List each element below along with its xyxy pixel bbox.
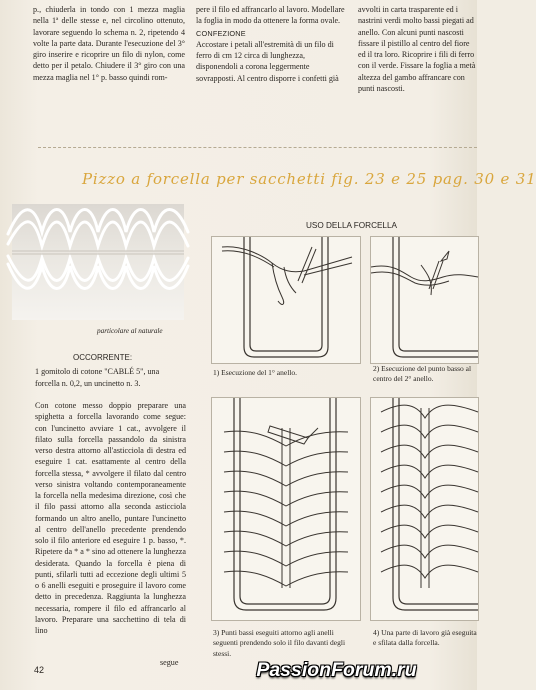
- materials-text: 1 gomitolo di cotone "CABLÉ 5", una forcella n. 0,2, un uncinetto n. 3.: [35, 367, 160, 388]
- figure-3-single-crochet-loops: [211, 397, 361, 621]
- figure-4-caption: 4) Una parte di lavoro già eseguita e sfilata dalla forcella.: [373, 628, 477, 648]
- instructions-text: Con cotone messo doppio preparare una spighetta a forcella lavorando come segue: con l'uncinetto avviare 1 cat., avvolgere il filato sulla forcella passandolo da sinistra verso destra attorno all'asticciola di destra ed eseguire 1 cat. esattamente al centro della forcella stessa, * avvolgere il filato dal centro verso sinistra voltando contemporaneamente la forcella nella medesima direzione, così che il filo passi attorno alla seconda asticciola formando un altro anello, puntare l'uncinetto al centro dell'anello precedente prendendo solo il filo anteriore ed eseguire 1 p. basso, *. Ripetere da * a * sino ad ottenere la lunghezza desiderata. Quando la forcella è piena di punti, sfilarli tutti ad eccezione degli ultimi 5 o 6 anelli eseguiti e proseguire il lavoro come detto in precedenza. Raggiunta la lunghezza necessaria, rompere il filo ed affrancarlo al lavoro. Preparare una sacchettino di tela di lino: [35, 401, 186, 635]
- diagram-heading: USO DELLA FORCELLA: [306, 221, 398, 230]
- page-number: 42: [34, 665, 45, 675]
- text-column-1: [33, 4, 185, 83]
- figure-3-caption: 3) Punti bassi eseguiti attorno agli anelli seguenti prendendo solo il filo davanti degli stessi.: [213, 628, 346, 658]
- lace-photo: [12, 204, 184, 320]
- column-2-text-bottom: Accostare i petali all'estremità di un filo di ferro di cm 12 circa di lunghezza, disponendoli a corona leggermente sovrapposti. Al centro disporre i confetti già: [196, 39, 339, 83]
- text-column-3: [358, 4, 477, 94]
- figure-2-caption: 2) Esecuzione del punto basso al centro del 2° anello.: [373, 364, 472, 384]
- photo-caption: particolare al naturale: [97, 327, 163, 335]
- column-3-text: avvolti in carta trasparente ed i nastrini verdi molto bassi piegati ad anello. Con alcuni punti nascosti fissare il pistillo al centro del fiore ed il tra loro. Ricoprire i fili di ferro con il verde. Fissare la foglia a metà altezza del gambo affrancare con punti nascosti.: [358, 5, 476, 94]
- figure-2-center-stitch: [370, 236, 479, 364]
- section-divider: [38, 147, 477, 148]
- confezione-heading: CONFEZIONE: [196, 28, 246, 38]
- section-title: Pizzo a forcella per sacchetti fig. 23 e 25 pag. 30 e 31: [82, 170, 536, 188]
- figure-4-work-removed: [370, 397, 479, 621]
- materials-heading: OCCORRENTE:: [73, 353, 133, 362]
- column-1-text: p., chiuderla in tondo con 1 mezza maglia nella 1ª delle stesse e, nel circolino ottenuto, lavorare seguendo lo schema n. 2, ripetendo 4 volte la parte data. Durante l'esecuzione del 3° giro inserire e ricoprire un filo di nylon, come detto per il petalo. Chiudere il 3° giro con una mezza maglia nel 1° p. basso quindi rom-: [33, 5, 185, 82]
- watermark-logo: PassionForum.ru: [256, 659, 417, 681]
- figure-1-caption: 1) Esecuzione del 1° anello.: [213, 368, 298, 377]
- continued-label: segue: [160, 658, 179, 667]
- column-2-text: pere il filo ed affrancarlo al lavoro. Modellare la foglia in modo da ottenere la forma ovale.: [196, 5, 345, 26]
- text-column-2: [196, 4, 346, 84]
- figure-1-hairpin-first-loop: [211, 236, 361, 364]
